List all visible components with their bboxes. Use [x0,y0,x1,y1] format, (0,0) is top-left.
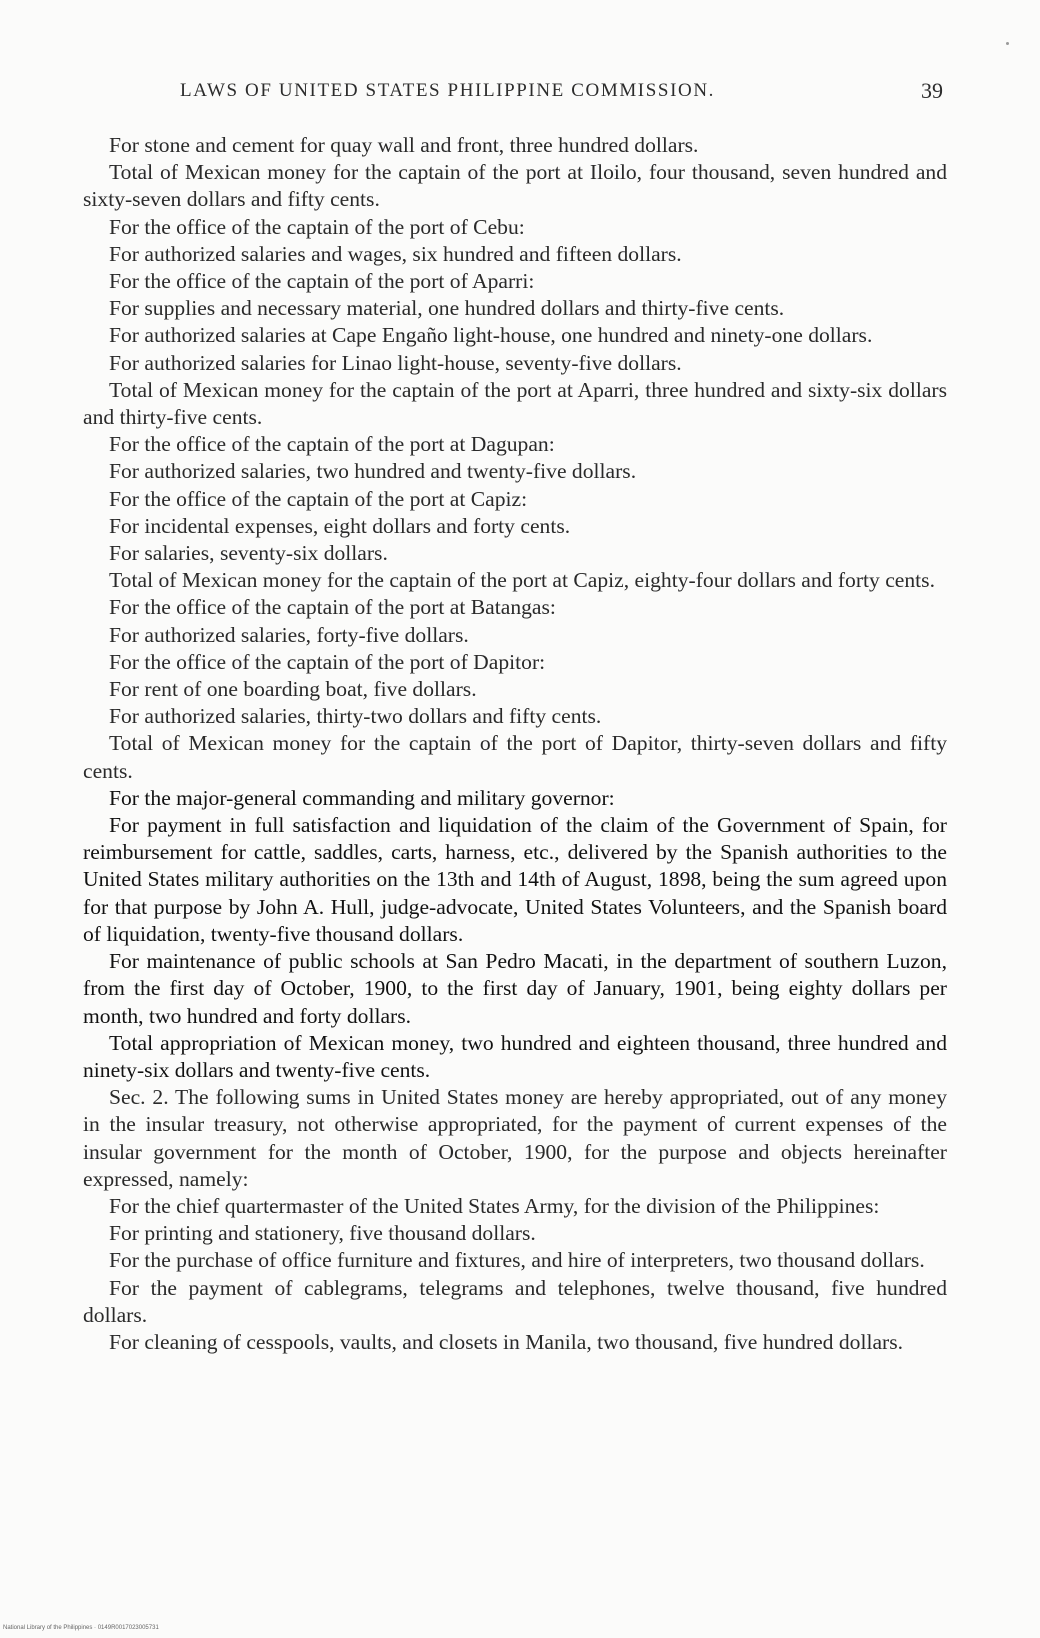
paragraph: For printing and stationery, five thousand dollars. [109,1221,536,1246]
page-number: 39 [921,78,943,103]
paragraph: For the office of the captain of the port of Dapitor: [109,649,546,674]
paragraph: For the purchase of office furniture and fixtures, and hire of interpreters, two thousand dollars. [109,1248,925,1273]
paragraph: For the office of the captain of the port at Batangas: [109,595,556,620]
scan-speck [1006,42,1009,45]
paragraph: For authorized salaries, two hundred and twenty-five dollars. [109,459,637,484]
paragraph: For the major-general commanding and military governor: [109,785,615,810]
running-title: LAWS OF UNITED STATES PHILIPPINE COMMISSION. [180,80,715,101]
paragraph: For supplies and necessary material, one hundred dollars and thirty-five cents. [109,296,785,321]
paragraph: Total appropriation of Mexican money, two hundred and eighteen thousand, three hundred and ninety-six dollars and twenty-five cents. [83,1030,947,1082]
paragraph: Total of Mexican money for the captain of the port at Iloilo, four thousand, seven hundred and sixty-seven dollars and fifty cents. [83,160,947,212]
paragraph: Total of Mexican money for the captain of the port of Dapitor, thirty-seven dollars and fifty cents. [83,731,947,783]
paragraph: For authorized salaries at Cape Engaño light-house, one hundred and ninety-one dollars. [109,323,873,348]
paragraph: For authorized salaries, forty-five dollars. [109,622,469,647]
paragraph: For salaries, seventy-six dollars. [109,541,388,566]
paragraph: For authorized salaries, thirty-two dollars and fifty cents. [109,704,602,729]
paragraph: For the office of the captain of the port at Capiz: [109,486,528,511]
paragraph: For maintenance of public schools at San Pedro Macati, in the department of southern Luzon, from the first day of October, 1900, to the first day of January, 1901, being eighty dollars per month, two hundred and forty dollars. [83,949,947,1028]
paragraph: Total of Mexican money for the captain of the port at Capiz, eighty-four dollars and forty cents. [109,568,935,593]
paragraph: Total of Mexican money for the captain of the port at Aparri, three hundred and sixty-six dollars and thirty-five cents. [83,377,947,430]
paragraph: For the office of the captain of the port at Dagupan: [109,432,555,457]
paragraph: For incidental expenses, eight dollars and forty cents. [109,513,571,538]
scan-footer: National Library of the Philippines · 0149R0017023005731 [3,1625,159,1631]
paragraph: For the chief quartermaster of the United States Army, for the division of the Philippines: [109,1193,880,1218]
paragraph: For authorized salaries for Linao light-house, seventy-five dollars. [109,350,682,375]
running-header [84,78,946,108]
paragraph: For stone and cement for quay wall and front, three hundred dollars. [109,133,699,157]
body-text [83,132,947,1356]
paragraph: For cleaning of cesspools, vaults, and closets in Manila, two thousand, five hundred dollars. [109,1329,904,1354]
paragraph: For the payment of cablegrams, telegrams and telephones, twelve thousand, five hundred dollars. [83,1275,947,1327]
section-paragraph: Sec. 2. The following sums in United States money are hereby appropriated, out of any money in the insular treasury, not otherwise appropriated, for the payment of current expenses of the insular government for the month of October, 1900, for the purpose and objects hereinafter expressed, namely: [83,1085,947,1191]
paragraph: For authorized salaries and wages, six hundred and fifteen dollars. [109,241,682,266]
paragraph: For the office of the captain of the port of Cebu: [109,214,525,239]
paragraph: For payment in full satisfaction and liquidation of the claim of the Government of Spain, for reimbursement for cattle, saddles, carts, harness, etc., delivered by the Spanish authorities to the United States military authorities on the 13th and 14th of August, 1898, being the sum agreed upon for that purpose by John A. Hull, judge-advocate, United States Volunteers, and the Spanish board of liquidation, twenty-five thousand dollars. [83,813,947,946]
paragraph: For the office of the captain of the port of Aparri: [109,269,535,294]
paragraph: For rent of one boarding boat, five dollars. [109,677,477,702]
